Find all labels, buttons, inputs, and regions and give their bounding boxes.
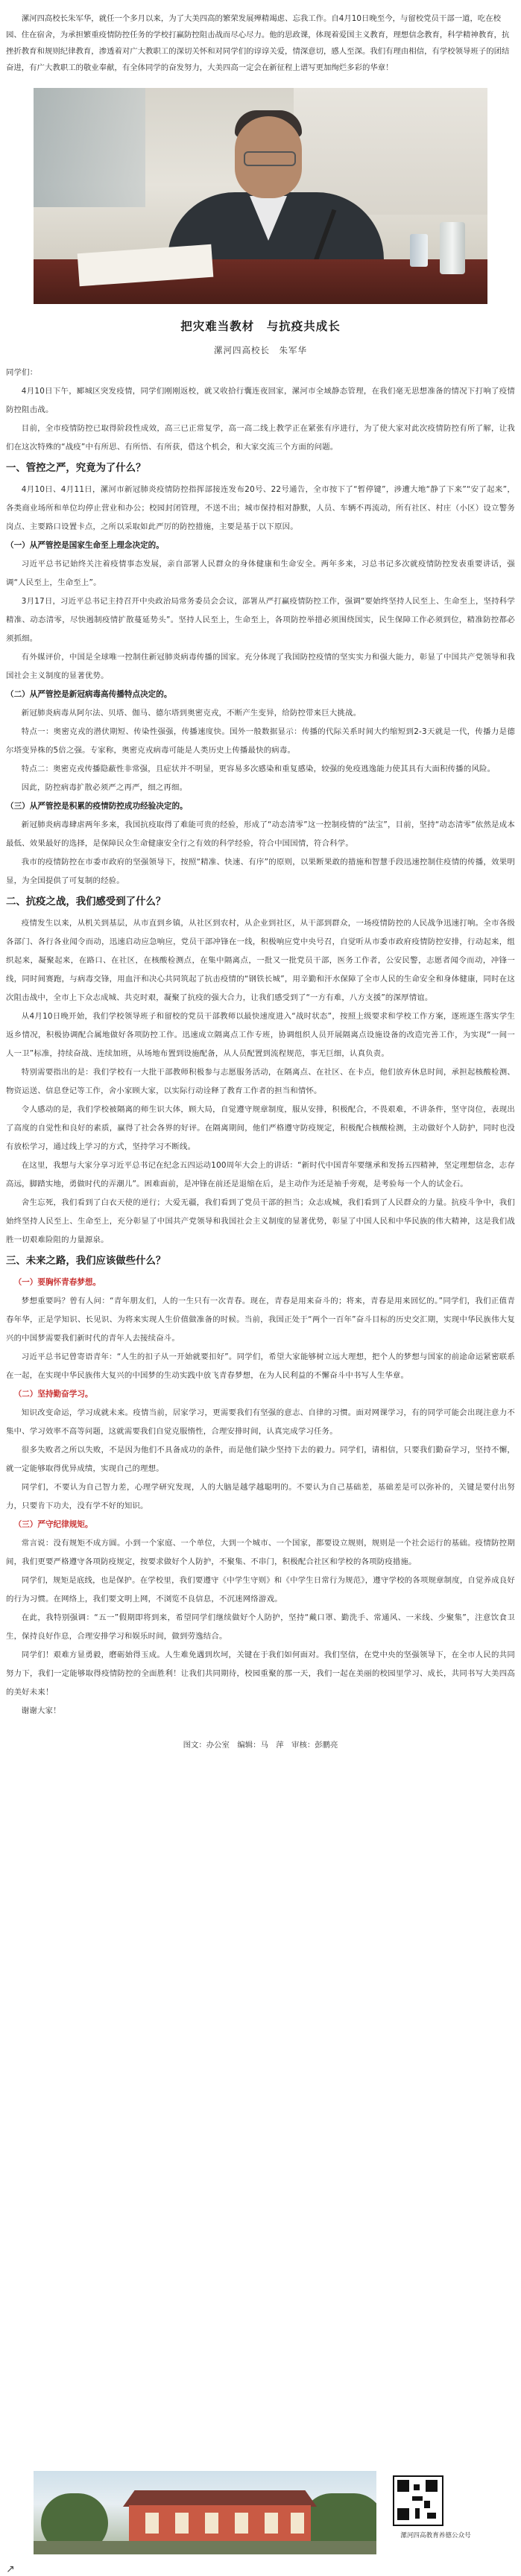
wechat-qr-code[interactable]: [393, 2475, 443, 2526]
body-paragraph: 同学们，规矩是底线，也是保护。在学校里，我们要遵守《中学生守则》和《中学生日常行为规范》，遵守学校的各项规章制度，自觉养成良好的行为习惯。在网络上，我们要文明上网，不浏览不良信息，不沉迷网络游戏。: [6, 1576, 515, 1604]
article-byline: 漯河四高校长 朱军华: [214, 345, 307, 355]
body-paragraph: 梦想重要吗？曾有人问：“青年朋友们，人的一生只有一次青春。现在，青春是用来奋斗的；将来，青春是用来回忆的。”同学们，我们正值青春年华，正是学知识、长见识、为将来实现人生价值做准备的时候。当前，我国正处于“两个一百年”奋斗目标的历史交汇期，实现中华民族伟大复兴的中国梦需要我们新时代的青年人去接续奋斗。: [6, 1297, 515, 1343]
body-paragraph: 习近平总书记始终关注着疫情事态发展，亲自部署人民群众的身体健康和生命安全。两年多来，习总书记多次就疫情防控发表重要讲话，强调“人民至上，生命至上”。: [6, 560, 515, 587]
credits-line: 图文：办公室 编辑：马 萍 审核：彭鹏亮: [183, 1741, 338, 1750]
body-paragraph: 在这里，我想与大家分享习近平总书记在纪念五四运动100周年大会上的讲话：“新时代中国青年要继承和发扬五四精神，坚定理想信念，志存高远，脚踏实地，勇做时代的弄潮儿”。困难面前，是冲锋在前还是退缩在后，是主动作为还是袖手旁观，是考验每一个人的试金石。: [6, 1161, 515, 1189]
body-paragraph: 特点一：奥密克戎的潜伏期短、传染性强强，传播速度快。国外一般数据显示：传播的代际关系时间大约缩短到2-3天就是一代，传播力是德尔塔变异株的5倍之强。专家称，奥密克戎病毒可能是人类历史上传播最快的病毒。: [6, 727, 515, 755]
section-heading: 三、未来之路，我们应该做些什么？: [6, 1256, 166, 1267]
footer-images: [34, 2471, 487, 2554]
subsection-heading: （一）从严管控是国家生命至上理念决定的。: [6, 541, 164, 550]
body-paragraph: 我市的疫情防控在市委市政府的坚强领导下，按照“精准、快速、有序”的原则，以果断果敢的措施和智慧手段迅速控制住疫情的传播，效果明显，为全国提供了可复制的经验。: [6, 858, 515, 885]
school-building-photo: [34, 2471, 376, 2554]
body-paragraph: 4月10日、4月11日，漯河市新冠肺炎疫情防控指挥部接连发布20号、22号通告，全市按下了“暂停键”，涉遭大地“静了下来”“安了起来”，各类商业场所和单位均停止营业和办公；校园封闭管理，不送不出；城市保持相对静默，人员、车辆不再流动，所有社区、村庄（小区）设立警务岗点、主要路口设置卡点，之所以采取如此严厉的防控措施，主要是基于以下原因。: [6, 485, 515, 531]
subsection-heading: （三）从严管控是积累的疫情防控成功经验决定的。: [6, 802, 188, 811]
body-paragraph: 特别需要指出的是：我们学校有一大批干部教师积极参与志愿服务活动，在隔离点、在社区、在卡点，他们放弃休息时间，承担起核酸检测、物资运送、信息登记等工作，舍小家顾大家，以实际行动诠释了教育工作者的担当和情怀。: [6, 1068, 515, 1095]
body-paragraph: 疫情发生以来，从机关到基层，从市直到乡镇，从社区到农村，从企业到社区，从干部到群众，一场疫情防控的人民战争迅速打响。全市各级各部门、各行各业闻令而动，迅速启动应急响应，党员干部冲锋在一线，积极响应党中央号召，自觉听从市委市政府疫情防控安排，行动起来，组织起来，凝聚起来，在路口、在社区，在核酸检测点，在集中隔离点，一批又一批党员干部，医务工作者，公安民警，志愿者闻令而动，冲锋一线，同时间赛跑，与病毒交锋，用血汗和决心共同筑起了抗击疫情的“钢铁长城”，用辛勤和汗水保障了全市人民的生命安全和身体健康，同时在这次阻击战中，全市上下众志成城、共克时艰，凝聚了抗疫的强大合力，让我们感受到了“一方有难，八方支援”的深厚情谊。: [6, 919, 515, 1002]
lead-paragraph: 4月10日下午，郾城区突发疫情，同学们刚刚返校，就又收拾行囊连夜回家，漯河市全域静态管理，在我们毫无思想准备的情况下打响了疫情防控阻击战。: [6, 387, 515, 414]
body-paragraph: 特点二：奥密克戎传播隐蔽性非常强，且症状并不明显，更容易多次感染和重复感染，较强的免疫逃逸能力使其具有大面积传播的风险。: [21, 765, 496, 773]
body-paragraph: 3月17日，习近平总书记主持召开中央政治局常务委员会会议，部署从严打赢疫情防控工作，强调“要始终坚持人民至上、生命至上，坚持科学精准、动态清零，尽快遏制疫情扩散蔓延势头”。坚持人民至上，生命至上，各项防控举措必须围绕国实，民生保障工作必须到位，精准防控都必须抓细。: [6, 597, 515, 643]
subsection-heading: （二）从严管控是新冠病毒高传播特点决定的。: [6, 690, 172, 699]
body-paragraph: 在此，我特别强调：“五一”假期即将到来，希望同学们继续做好个人防护，坚持“戴口罩、勤洗手、常通风、一米线、少聚集”，注意饮食卫生，保持良好作息，合理安排学习和娱乐时间，做到劳逸结合。: [6, 1613, 515, 1641]
body-paragraph: 很多失败者之所以失败，不是因为他们不具备成功的条件，而是他们缺少坚持下去的毅力。同学们，请相信，只要我们勤奋学习，坚持不懈，就一定能够取得优异成绩，实现自己的理想。: [6, 1446, 515, 1473]
article-title: 把灾难当教材 与抗疫共成长: [180, 320, 341, 333]
body-paragraph: 有外媒评价，中国是全球唯一控制住新冠肺炎病毒传播的国家。充分体现了我国防控疫情的坚实实力和强大能力，彰显了中国共产党领导和我国社会主义制度的显著优势。: [6, 653, 515, 680]
body-paragraph: 从4月10日晚开始，我们学校领导班子和留校的党员干部教师以最快速度进入“战时状态”，按照上级要求和学校工作方案，逐班逐生落实学生返乡情况，积极协调配合属地做好各项防控工作。迅速成立隔离点工作专班，协调组织人员开展隔离点设施设备的改造完善工作，为实现“一间一人一卫”标准，持续奋战、连续加班，从场地布置到设施配备，从人员配置到流程规范，事无巨细，认真负责。: [6, 1012, 515, 1058]
body-paragraph: 舍生忘死，我们看到了白衣天使的逆行；大爱无疆，我们看到了党员干部的担当；众志成城，我们看到了人民群众的力量。抗疫斗争中，我们始终坚持人民至上、生命至上，充分彰显了中国共产党领导和我国社会主义制度的显著优势，彰显了中国人民和中华民族的伟大精神，这是我们战胜一切艰难险阻的力量源泉。: [6, 1198, 515, 1244]
salutation: 同学们：: [6, 368, 38, 377]
body-paragraph: 同学们，不要认为自己智力差，心理学研究发现，人的大脑是越学越聪明的。不要认为自己基础差，基础差是可以弥补的，关键是要付出努力，只要肯下功夫，没有学不好的知识。: [6, 1483, 515, 1510]
body-paragraph: 新冠肺炎病毒肆虐两年多来，我国抗疫取得了难能可贵的经验，形成了“动态清零”这一控制疫情的“法宝”，目前，坚持“动态清零”依然是成本最低、效果最好的选择，是保障民众生命健康安全行之有效的科学经验，符合中国国情，符合科学。: [6, 820, 515, 848]
body-paragraph: 令人感动的是，我们学校被隔离的师生识大体，顾大局，自觉遵守规章制度，服从安排，积极配合，不畏艰难，不讲条件，坚守岗位，表现出了高度的自觉性和良好的素质，赢得了社会各界的好评。在隔离期间，他们严格遵守防疫规定，积极配合核酸检测，主动做好个人防护，同时也没有放松学习，通过线上学习的方式，坚持学习不断线。: [6, 1105, 515, 1151]
body-paragraph: 知识改变命运，学习成就未来。疫情当前，居家学习，更需要我们有坚强的意志、自律的习惯。面对网课学习，有的同学可能会出现注意力不集中、学习效率不高等问题，这就需要我们自觉克服惰性，合理安排时间，认真完成学习任务。: [6, 1408, 515, 1436]
subsection-heading: （二）坚持勤奋学习。: [13, 1390, 93, 1399]
section-heading: 一、管控之严，究竟为了什么？: [6, 463, 146, 474]
intro-paragraph: 漯河四高校长朱军华，就任一个多月以来，为了大美四高的繁荣发展殚精竭虑、忘我工作。自4月10日晚至今，与留校党员干部一道，吃在校园、住在宿舍，为承担繁重疫情防控任务的学校打赢防控阻击战而尽心尽力。他的思政课，体现着爱国主义教育，理想信念教育，科学精神教育，抗挫折教育和规则纪律教育，渗透着对广大教职工的深切关怀和对同学们的谆谆关爱，情深意切，感人至深。我们有理由相信，有学校领导班子的团结奋进，有广大教职工的敬业奉献，有全体同学的奋发努力，大美四高一定会在新征程上谱写更加绚烂多彩的华章！: [6, 14, 510, 72]
body-paragraph: 常言说：没有规矩不成方圆。小到一个家庭、一个单位，大到一个城市、一个国家，都要设立规则，规则是一个社会运行的基础。疫情防控期间，我们更要严格遵守各项防疫规定，按要求做好个人防护，不聚集、不串门，积极配合社区和学校的各项防疫措施。: [6, 1539, 515, 1566]
body-paragraph: 因此，防控病毒扩散必须严之再严，细之再细。: [21, 783, 188, 792]
closing-line: 谢谢大家！: [21, 1706, 61, 1715]
principal-speaking-photo: [34, 88, 487, 304]
lead-paragraph: 目前，全市疫情防控已取得阶段性成效，高三已正常复学，高一高二线上教学正在紧张有序进行，为了使大家对此次疫情防控有所了解，让我们在这次特殊的“战疫”中有所思、有所悟、有所获，借这个机会，和大家交流三个方面的问题。: [6, 424, 515, 452]
body-paragraph: 习近平总书记曾寄语青年：“人生的扣子从一开始就要扣好”。同学们，希望大家能够树立远大理想，把个人的梦想与国家的前途命运紧密联系在一起，在实现中华民族伟大复兴的中国梦的生动实践中放飞青春梦想，在为人民利益的不懈奋斗中书写人生华章。: [6, 1352, 515, 1380]
section-heading: 二、抗疫之战，我们感受到了什么？: [6, 896, 166, 908]
subsection-heading: （一）要胸怀青春梦想。: [13, 1278, 101, 1287]
share-icon[interactable]: ↗: [6, 2563, 15, 2575]
body-paragraph: 同学们！艰难方显勇毅，磨砺始得玉成。人生难免遇到坎坷，关键在于我们如何面对。我们坚信，在党中央的坚强领导下，在全市人民的共同努力下，我们一定能够取得疫情防控的全面胜利！让我们共同期待，校园重聚的那一天，我们一起在美丽的校园里学习、成长，共同书写大美四高的美好未来！: [6, 1651, 515, 1697]
subsection-heading: （三）严守纪律规矩。: [13, 1520, 93, 1529]
qr-caption: 漯河四高教育养德公众号: [400, 2532, 471, 2539]
body-paragraph: 新冠肺炎病毒从阿尔法、贝塔、伽马、德尔塔到奥密克戎，不断产生变异，给防控带来巨大挑战。: [21, 709, 361, 718]
